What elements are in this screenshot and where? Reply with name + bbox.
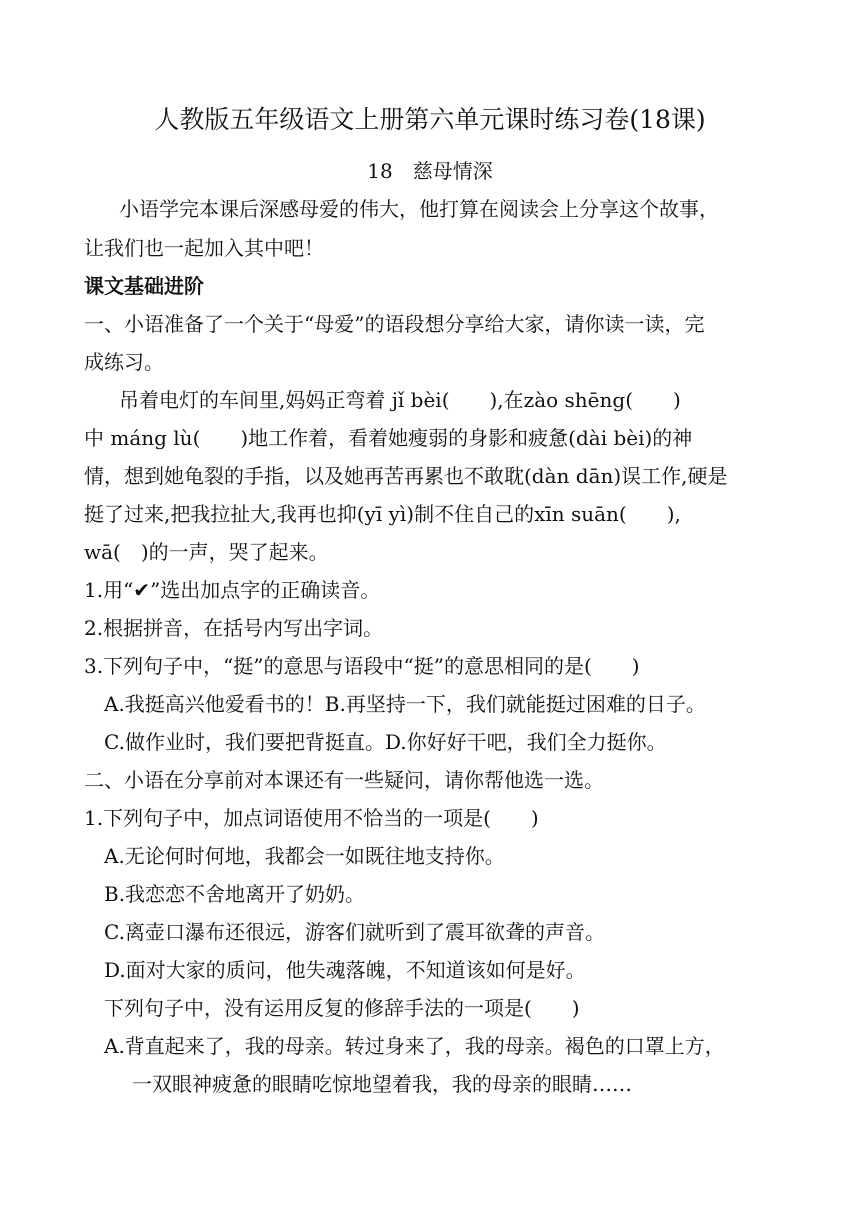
passage-line-4: 挺了过来,把我拉扯大,我再也抑(yī yì)制不住自己的xīn suān( ), xyxy=(84,502,681,526)
section-heading: 课文基础进阶 xyxy=(84,274,204,298)
part2-question-1-option-b: B.我恋恋不舍地离开了奶奶。 xyxy=(104,882,366,906)
passage-line-5: wā( )的一声，哭了起来。 xyxy=(84,540,329,564)
lesson-subtitle: 18 慈母情深 xyxy=(367,159,493,183)
part2-question-1: 1.下列句子中，加点词语使用不恰当的一项是( ) xyxy=(84,806,539,830)
page-title: 人教版五年级语文上册第六单元课时练习卷(18课) xyxy=(154,105,706,134)
part2-question-1-option-a: A.无论何时何地，我都会一如既往地支持你。 xyxy=(104,844,505,868)
part2-question-1-option-d: D.面对大家的质问，他失魂落魄，不知道该如何是好。 xyxy=(104,958,586,982)
question-2: 2.根据拼音，在括号内写出字词。 xyxy=(84,616,384,640)
part2-question-2: 下列句子中，没有运用反复的修辞手法的一项是( ) xyxy=(104,996,580,1020)
passage-line-3: 情，想到她龟裂的手指，以及她再苦再累也不敢耽(dàn dān)误工作,硬是 xyxy=(84,464,728,488)
question-1: 1.用“✔”选出加点字的正确读音。 xyxy=(84,578,381,602)
intro-line-1: 小语学完本课后深感母爱的伟大，他打算在阅读会上分享这个故事， xyxy=(119,197,719,221)
part2-instruction: 二、小语在分享前对本课还有一些疑问，请你帮他选一选。 xyxy=(84,768,604,792)
passage-line-1: 吊着电灯的车间里,妈妈正弯着 jǐ bèi( ),在zào shēng( ) xyxy=(119,388,681,412)
intro-line-2: 让我们也一起加入其中吧！ xyxy=(84,236,324,260)
part2-question-1-option-c: C.离壶口瀑布还很远，游客们就听到了震耳欲聋的声音。 xyxy=(104,920,605,944)
part2-question-2-option-a-line-2: 一双眼神疲惫的眼睛吃惊地望着我，我的母亲的眼睛…… xyxy=(132,1072,632,1096)
question-3: 3.下列句子中，“挺”的意思与语段中“挺”的意思相同的是( ) xyxy=(84,654,640,678)
passage-line-2: 中 máng lù( )地工作着，看着她瘦弱的身影和疲惫(dài bèi)的神 xyxy=(84,426,693,450)
part1-instruction-line-2: 成练习。 xyxy=(84,350,164,374)
part2-question-2-option-a-line-1: A.背直起来了，我的母亲。转过身来了，我的母亲。褐色的口罩上方， xyxy=(104,1034,725,1058)
part1-instruction-line-1: 一、小语准备了一个关于“母爱”的语段想分享给大家，请你读一读，完 xyxy=(84,312,705,336)
question-3-options-ab: A.我挺高兴他爱看书的！B.再坚持一下，我们就能挺过困难的日子。 xyxy=(104,692,706,716)
question-3-options-cd: C.做作业时，我们要把背挺直。D.你好好干吧，我们全力挺你。 xyxy=(104,730,667,754)
